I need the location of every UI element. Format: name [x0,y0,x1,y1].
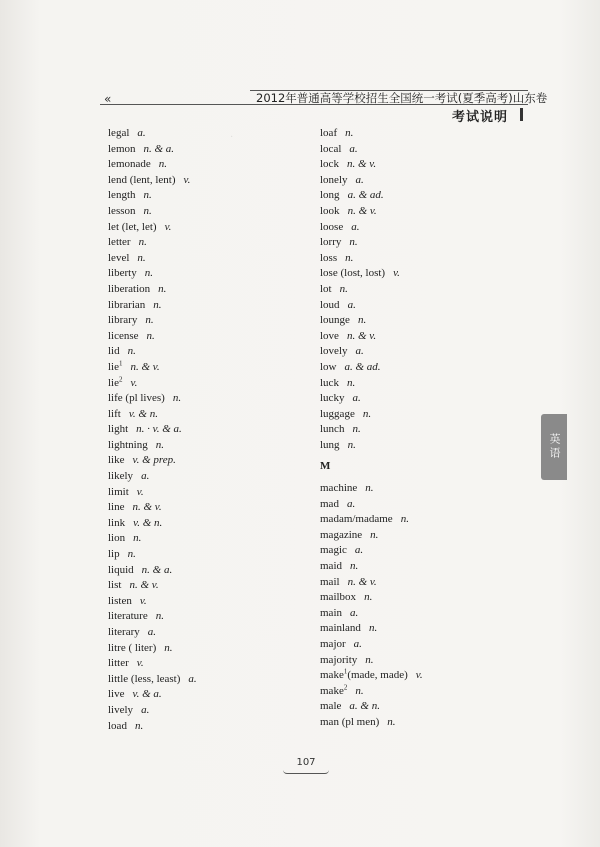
entry-part-of-speech: n. [350,560,359,573]
entry-word: look [320,204,340,217]
entry-word: lively [108,703,134,716]
entry-word: lunch [320,423,345,436]
entry-part-of-speech: n. [127,345,136,358]
entry-word: main [320,606,342,619]
vocabulary-entry [108,641,308,657]
vocabulary-entry [108,329,308,345]
entry-part-of-speech: n. [138,236,147,249]
entry-part-of-speech: a. & n. [349,700,380,713]
chevron-left-icon: « [104,92,110,106]
entry-part-of-speech: n. [155,438,164,451]
vocabulary-entry [108,453,308,469]
entry-word: lounge [320,314,350,327]
vocabulary-entry [320,298,530,314]
entry-part-of-speech: a. [188,672,197,685]
entry-part-of-speech: a. [137,127,146,139]
vocabulary-entry [320,575,530,591]
entry-part-of-speech: v. [130,376,138,389]
entry-part-of-speech: n. [143,189,152,202]
vocabulary-entry [108,313,308,329]
entry-part-of-speech: n. [365,653,374,666]
vocabulary-entry [320,422,530,438]
vocabulary-entry [320,313,530,329]
entry-part-of-speech: n. & v. [132,501,162,514]
entry-word: light [108,423,129,436]
vocabulary-entry [320,188,530,204]
entry-part-of-speech: n. & v. [346,158,377,171]
entry-part-of-speech: n. [364,591,373,604]
entry-word: machine [320,482,358,495]
entry-word: lion [108,532,126,545]
entry-part-of-speech: a. [354,544,364,557]
entry-part-of-speech: n. [127,548,136,561]
entry-part-of-speech: n. & a. [141,563,173,576]
entry-word: lot [320,282,332,295]
entry-part-of-speech: a. [347,298,356,311]
vocabulary-entry [108,391,308,407]
vocabulary-entry [108,719,308,735]
entry-part-of-speech: n. [345,127,354,139]
vocabulary-entry [108,282,308,298]
entry-part-of-speech: n. [387,715,396,728]
entry-part-of-speech: n. [158,158,168,171]
entry-superscript: 2 [343,683,348,692]
entry-word: line [108,501,125,514]
entry-word: lemon [108,142,136,155]
entry-part-of-speech: n. [172,392,182,405]
entry-word: list [108,579,122,592]
vocabulary-entry [320,407,530,423]
entry-part-of-speech: v. [136,657,144,670]
entry-word: loss [320,251,338,264]
vocabulary-entry [108,469,308,485]
vocabulary-entry [320,497,530,513]
entry-word: luck [320,376,339,389]
entry-part-of-speech: a. [350,606,359,619]
vocabulary-entry [108,594,308,610]
entry-part-of-speech: n. & v. [130,360,160,373]
entry-word: like [108,454,125,467]
entry-word: lonely [320,173,348,186]
section-heading [320,459,530,475]
entry-word: license [108,329,139,342]
entry-word: lip [108,548,120,561]
vocabulary-entry [108,656,308,672]
entry-word: literary [108,626,140,638]
entry-word: lie [108,360,119,373]
entry-word: love [320,329,339,342]
entry-part-of-speech: n. [134,719,144,732]
entry-word: mail [320,575,340,588]
vocabulary-entry [108,625,308,641]
entry-part-of-speech: n. [133,532,142,545]
vocabulary-entry [320,637,530,653]
entry-part-of-speech: a. [352,392,361,405]
page-number: 107 [296,757,316,768]
entry-word: lie [108,376,119,389]
entry-word: lend (lent, lent) [108,173,176,186]
vocabulary-entry [320,329,530,345]
vocabulary-entry [108,609,308,625]
entry-part-of-speech: a. & ad. [344,360,381,373]
vocabulary-entry [320,621,530,637]
entry-word: lock [320,158,339,171]
entry-part-of-speech: n. [365,482,374,495]
vocabulary-entry [108,407,308,423]
page-number-ornament [283,770,329,774]
entry-word: level [108,251,130,264]
entry-word: loose [320,220,344,233]
vocabulary-entry [108,376,308,392]
vocabulary-column-right [320,126,530,731]
entry-word: lemonade [108,158,151,171]
vocabulary-entry [320,282,530,298]
entry-word: mailbox [320,591,357,604]
vocabulary-entry [320,543,530,559]
vocabulary-entry [108,485,308,501]
vocabulary-entry [108,672,308,688]
entry-superscript: 1 [119,359,123,368]
entry-word: magazine [320,528,363,541]
entry-word: liberation [108,282,151,295]
entry-part-of-speech: a. [147,626,157,638]
vocabulary-entry [108,235,308,251]
entry-word: load [108,719,127,732]
entry-word: M [320,460,331,473]
vocabulary-entry [320,653,530,669]
entry-word: man (pl men) [320,715,380,728]
entry-part-of-speech: n. [155,610,164,623]
vocabulary-entry [320,391,530,407]
vocabulary-entry [108,438,308,454]
entry-word: male [320,700,342,713]
entry-word: likely [108,470,134,483]
vocabulary-entry [108,578,308,594]
entry-part-of-speech: v. [139,594,147,607]
entry-word: magic [320,544,347,557]
entry-part-of-speech: n. [145,314,154,327]
vocabulary-entry [320,715,530,731]
vocabulary-entry [108,142,308,158]
vocabulary-entry [320,528,530,544]
vocabulary-entry [108,204,308,220]
entry-part-of-speech: v. [415,669,423,682]
entry-word: majority [320,653,358,666]
entry-part-of-speech: n. [355,684,364,697]
entry-word: low [320,360,337,373]
entry-part-of-speech: v. & a. [132,688,162,701]
entry-part-of-speech: n. [143,204,152,217]
entry-word: liquid [108,563,134,576]
vocabulary-entry [108,563,308,579]
vocabulary-entry [108,298,308,314]
vocabulary-entry [108,516,308,532]
vocabulary-entry [108,251,308,267]
vocabulary-entry [320,266,530,282]
entry-part-of-speech: n. [347,438,356,451]
entry-part-of-speech: n. & v. [346,329,377,342]
entry-part-of-speech: n. [346,376,356,389]
entry-part-of-speech: v. [393,267,400,280]
entry-part-of-speech: a. [349,142,358,155]
entry-part-of-speech: n. [137,251,146,264]
entry-superscript: 2 [119,374,123,383]
entry-word: luggage [320,407,355,420]
entry-word: lucky [320,392,345,405]
bleed-through: · [230,132,234,143]
entry-word: length [108,189,136,202]
entry-part-of-speech: n. & v. [347,575,377,588]
entry-word: loud [320,298,340,311]
entry-part-of-speech: a. [355,345,364,358]
entry-part-of-speech: n. & v. [129,579,159,592]
vocabulary-entry [108,126,308,142]
entry-part-of-speech: n. [146,329,155,342]
vocabulary-entry [108,500,308,516]
entry-part-of-speech: n. & v. [347,204,377,217]
entry-word: lesson [108,204,136,217]
entry-word: little (less, least) [108,672,181,685]
entry-word: limit [108,485,129,498]
entry-part-of-speech: a. [355,173,364,186]
header-subtitle: 考试说明 [452,110,509,125]
entry-word: mainland [320,622,361,635]
entry-part-of-speech: v. & n. [128,407,158,420]
entry-part-of-speech: n. [370,528,379,541]
entry-word: lose (lost, lost) [320,267,386,280]
entry-part-of-speech: n. [400,513,409,526]
entry-word: local [320,142,342,155]
vocabulary-entry [108,531,308,547]
entry-part-of-speech: a. & ad. [347,189,384,202]
entry-word: lorry [320,236,342,249]
entry-part-of-speech: n. [153,298,162,311]
entry-word: make [320,669,344,682]
vocabulary-entry [320,220,530,236]
entry-part-of-speech: n. [164,641,173,654]
vocabulary-entry [320,142,530,158]
vocabulary-entry [320,157,530,173]
entry-part-of-speech: v. & n. [133,516,163,529]
vocabulary-entry [320,668,530,684]
entry-part-of-speech: v. & prep. [132,454,176,467]
entry-word: make [320,684,344,697]
entry-superscript: 1 [343,667,348,676]
entry-word: legal [108,127,130,139]
entry-word: lung [320,438,340,451]
entry-word: librarian [108,298,146,311]
header-rule [100,104,528,105]
vocabulary-entry [320,438,530,454]
vocabulary-entry [108,266,308,282]
entry-part-of-speech: n. · v. & a. [136,423,182,436]
vocabulary-entry [320,559,530,575]
vocabulary-entry [320,512,530,528]
entry-word: lightning [108,438,148,451]
entry-word: listen [108,594,132,607]
entry-part-of-speech: a. [141,703,150,716]
entry-word: letter [108,236,131,249]
entry-forms: (made, made) [347,669,408,682]
entry-part-of-speech: a. [141,470,150,483]
vocabulary-entry [108,422,308,438]
entry-word: link [108,516,126,529]
entry-word: long [320,189,340,202]
entry-word: literature [108,610,148,623]
entry-word: mad [320,497,339,510]
vocabulary-entry [108,360,308,376]
vocabulary-entry [320,235,530,251]
entry-word: library [108,314,138,327]
vocabulary-entry [320,360,530,376]
entry-part-of-speech: v. [136,485,144,498]
entry-word: lid [108,345,120,358]
vocabulary-entry [320,204,530,220]
entry-part-of-speech: a. [353,638,362,650]
vocabulary-entry [108,703,308,719]
entry-part-of-speech: n. & a. [143,142,175,155]
entry-part-of-speech: n. [349,236,358,249]
entry-part-of-speech: a. [351,220,360,233]
entry-word: major [320,638,346,650]
entry-word: liberty [108,267,137,280]
entry-part-of-speech: n. [352,423,361,436]
vocabulary-entry [320,173,530,189]
vocabulary-entry [320,699,530,715]
entry-word: lift [108,407,121,420]
vocabulary-column-left [108,126,308,734]
entry-part-of-speech: n. [362,407,372,420]
entry-part-of-speech: n. [345,251,354,264]
vocabulary-entry [320,126,530,142]
entry-part-of-speech: n. [357,314,367,327]
vocabulary-entry [108,220,308,236]
entry-word: maid [320,560,342,573]
vocabulary-entry [320,481,530,497]
entry-word: litter [108,657,129,670]
entry-part-of-speech: v. [164,220,172,233]
section-tab [541,414,567,480]
entry-part-of-speech: v. [183,173,191,186]
vocabulary-entry [320,376,530,392]
vocabulary-entry [108,157,308,173]
entry-word: live [108,688,125,701]
vocabulary-entry [320,251,530,267]
vocabulary-entry [320,590,530,606]
entry-word: loaf [320,127,338,139]
entry-part-of-speech: n. [368,622,378,635]
entry-part-of-speech: n. [339,282,348,295]
entry-word: madam/madame [320,513,393,526]
vocabulary-entry [108,344,308,360]
entry-part-of-speech: n. [158,282,167,295]
entry-word: lovely [320,345,348,358]
vocabulary-entry [320,344,530,360]
entry-part-of-speech: n. [144,267,153,280]
vocabulary-entry [108,173,308,189]
vocabulary-entry [108,687,308,703]
header-title: 2012年普通高等学校招生全国统一考试(夏季高考)山东卷 [256,91,548,105]
section-tab-label: 英语 [548,433,561,461]
vocabulary-entry [320,606,530,622]
header-marker [520,108,523,121]
entry-word: litre ( liter) [108,641,157,654]
vocabulary-entry [108,188,308,204]
entry-word: life (pl lives) [108,392,165,405]
vocabulary-entry [108,547,308,563]
entry-word: let (let, let) [108,220,157,233]
vocabulary-entry [320,684,530,700]
entry-part-of-speech: a. [346,497,356,510]
